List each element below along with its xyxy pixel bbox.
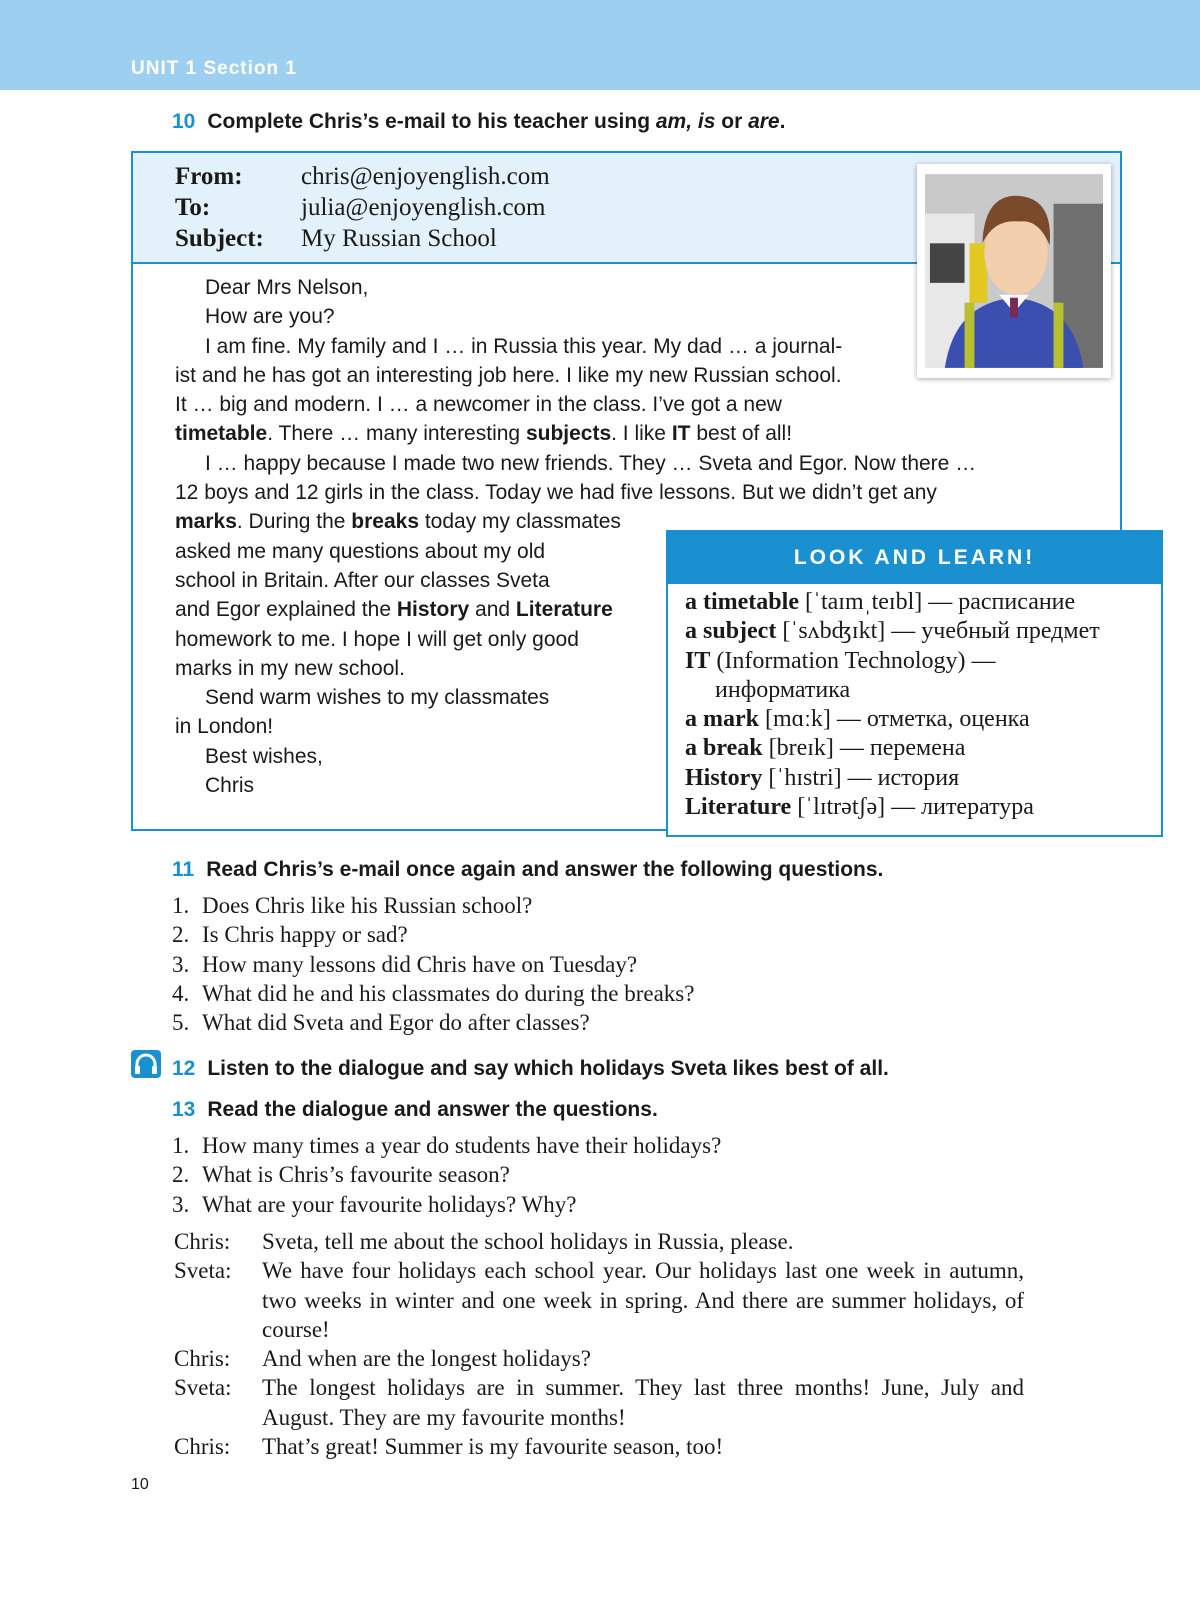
text-line: [175, 273, 976, 302]
exercise-12-heading: [172, 1057, 889, 1081]
from-value: chris@enjoyenglish.com: [301, 163, 550, 190]
chris-illustration: [917, 164, 1111, 378]
text-segment: I am fine. My family and I … in Russia this year. My dad … a journal-: [205, 334, 843, 358]
text-line: [685, 588, 1161, 617]
to-label: To:: [175, 194, 211, 221]
text-segment: and: [469, 598, 516, 622]
heading-text: Read the dialogue and answer the questions.: [207, 1098, 658, 1121]
heading-text: Read Chris’s e-mail once again and answer the following questions.: [206, 858, 884, 881]
dialogue-line: [174, 1344, 1024, 1373]
bold-term: History: [396, 598, 470, 622]
text-segment: homework to me. I hope I will get only good: [175, 627, 579, 651]
utterance: We have four holidays each school year. Our holidays last one week in autumn, two weeks in winter and one week in spring. And there are summer holidays, of course!: [262, 1258, 1024, 1342]
text-segment: marks in my new school.: [175, 656, 405, 680]
utterance: That’s great! Summer is my favourite season, too!: [262, 1434, 724, 1460]
exercise-11-heading: [172, 858, 883, 882]
from-label: From:: [175, 163, 243, 190]
text-line: [175, 478, 976, 507]
text-segment: . I like: [611, 422, 672, 446]
text-segment: . During the: [236, 510, 352, 534]
text-segment: информатика: [715, 676, 851, 703]
speaker: Sveta:: [174, 1258, 232, 1284]
text-line: [685, 734, 1161, 763]
text-line: [175, 332, 976, 361]
question: 1. How many times a year do students have their holidays?: [172, 1133, 722, 1158]
bold-term: breaks: [351, 510, 420, 534]
text-segment: and Egor explained the: [175, 598, 397, 622]
question: 4. What did he and his classmates do during the breaks?: [172, 980, 695, 1006]
text-segment: I … happy because I made two new friends. They … Sveta and Egor. Now there …: [205, 451, 977, 475]
utterance: The longest holidays are in summer. They last three months! June, July and August. They are my favourite months!: [262, 1375, 1024, 1430]
question-text: Does Chris like his Russian school?: [202, 893, 533, 918]
text-segment: (Information Technology) —: [710, 647, 996, 674]
text-segment: ist and he has got an interesting job here. I like my new Russian school.: [175, 363, 842, 387]
text-segment: Best wishes,: [205, 744, 323, 768]
question: 2. Is Chris happy or sad?: [172, 922, 408, 948]
text-segment: [ˈsʌbʤɪkt] — учебный предмет: [776, 618, 1100, 645]
utterance: And when are the longest holidays?: [262, 1346, 591, 1372]
heading-text: .: [779, 110, 786, 133]
question-text: What is Chris’s favourite season?: [202, 1162, 510, 1188]
text-line: [685, 793, 1161, 822]
exercise-13-questions: [172, 1131, 721, 1219]
text-segment: today my classmates: [419, 510, 621, 534]
exercise-10-heading: [172, 110, 785, 134]
utterance: Sveta, tell me about the school holidays in Russia, please.: [262, 1229, 794, 1254]
question-text: How many lessons did Chris have on Tuesday?: [202, 951, 638, 977]
bold-term: a subject: [685, 618, 777, 645]
question: 3. What are your favourite holidays? Why?: [172, 1191, 577, 1217]
bold-term: marks: [175, 510, 237, 534]
text-segment: school in Britain. After our classes Sveta: [175, 568, 550, 592]
heading-italic: are: [748, 110, 780, 133]
speaker: Chris:: [174, 1229, 231, 1254]
text-segment: Dear Mrs Nelson,: [205, 276, 369, 299]
speaker: Sveta:: [174, 1375, 232, 1401]
text-line: [175, 419, 976, 448]
question: 2. What is Chris’s favourite season?: [172, 1162, 510, 1188]
look-and-learn-title: LOOK AND LEARN!: [668, 532, 1161, 584]
bold-term: timetable: [175, 422, 268, 446]
text-segment: Chris: [205, 774, 255, 798]
exercise-13-heading: [172, 1098, 658, 1122]
question-text: Is Chris happy or sad?: [202, 922, 408, 948]
text-segment: best of all!: [690, 422, 793, 446]
exercise-number: 13: [172, 1098, 196, 1121]
dialogue-line: [174, 1227, 1024, 1256]
vocabulary-list: [668, 584, 1161, 822]
question: 3. How many lessons did Chris have on Tuesday?: [172, 951, 638, 977]
speaker: Chris:: [174, 1346, 231, 1372]
question-text: What did Sveta and Egor do after classes?: [202, 1010, 590, 1036]
text-segment: It … big and modern. I … a newcomer in the class. I’ve got a new: [175, 393, 782, 417]
dialogue: [174, 1227, 1024, 1461]
to-value: julia@enjoyenglish.com: [301, 194, 546, 221]
question-text: What did he and his classmates do during the breaks?: [202, 980, 695, 1006]
text-segment: . There … many interesting: [267, 422, 526, 446]
bold-term: IT: [671, 422, 691, 446]
question: 5. What did Sveta and Egor do after classes?: [172, 1010, 590, 1036]
exercise-11-questions: [172, 891, 694, 1037]
text-segment: 12 boys and 12 girls in the class. Today we had five lessons. But we didn’t get any: [175, 481, 937, 505]
text-segment: asked me many questions about my old: [175, 539, 546, 563]
text-segment: [mɑːk] — отметка, оценка: [759, 706, 1030, 733]
bold-term: a mark: [685, 706, 759, 733]
text-line: [175, 302, 976, 331]
text-line: [685, 647, 1161, 676]
subject-label: Subject:: [175, 225, 264, 252]
bold-term: a timetable: [685, 589, 799, 615]
bold-term: subjects: [525, 422, 612, 446]
bold-term: Literature: [685, 794, 792, 821]
text-segment: Send warm wishes to my classmates: [205, 686, 550, 710]
bold-term: IT: [685, 647, 711, 674]
text-line: [175, 390, 976, 419]
text-line: [685, 764, 1161, 793]
text-line: [685, 676, 1161, 705]
text-line: [685, 705, 1161, 734]
text-segment: in London!: [175, 715, 274, 739]
heading-italic: am, is: [655, 110, 716, 133]
page-number: 10: [131, 1476, 149, 1493]
text-segment: [breɪk] — перемена: [762, 735, 966, 762]
heading-text: Complete Chris’s e-mail to his teacher using: [207, 110, 656, 133]
dialogue-line: [174, 1432, 1024, 1461]
look-and-learn-box: [666, 530, 1163, 837]
heading-text: or: [715, 110, 749, 133]
question-text: How many times a year do students have their holidays?: [202, 1133, 722, 1158]
exercise-number: 11: [172, 858, 195, 881]
unit-label: UNIT 1 Section 1: [131, 58, 297, 79]
question: 1. Does Chris like his Russian school?: [172, 893, 533, 918]
exercise-number: 12: [172, 1057, 196, 1080]
heading-text: Listen to the dialogue and say which holidays Sveta likes best of all.: [207, 1057, 889, 1080]
headphones-icon: [131, 1050, 161, 1078]
subject-value: My Russian School: [301, 225, 497, 252]
text-segment: [ˈhɪstri] — история: [762, 764, 960, 791]
bold-term: a break: [685, 735, 763, 762]
text-line: [175, 449, 976, 478]
boy-picture: [925, 172, 1103, 370]
text-line: [175, 361, 976, 390]
dialogue-line: [174, 1373, 1024, 1432]
text-segment: [ˈtaɪmˌteɪbl] — расписание: [798, 589, 1076, 615]
text-line: [685, 617, 1161, 646]
bold-term: History: [685, 764, 763, 791]
bold-term: Literature: [515, 598, 613, 622]
dialogue-line: [174, 1256, 1024, 1344]
text-segment: How are you?: [205, 305, 335, 329]
text-segment: [ˈlɪtrətʃə] — литература: [791, 794, 1034, 821]
exercise-number: 10: [172, 110, 196, 133]
question-text: What are your favourite holidays? Why?: [202, 1191, 577, 1217]
speaker: Chris:: [174, 1434, 231, 1460]
